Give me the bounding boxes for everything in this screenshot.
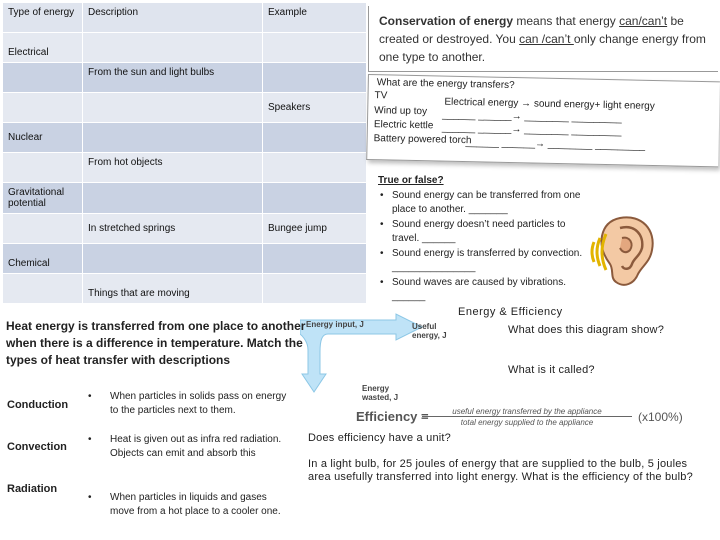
- bullet: •: [88, 434, 92, 445]
- table-cell: Bungee jump: [263, 214, 367, 244]
- question-light-bulb: In a light bulb, for 25 joules of energy that are supplied to the bulb, 5 joules area usefully transferred into light energy. What is the efficiency of the bulb?: [308, 458, 693, 483]
- table-row: [3, 153, 367, 183]
- conservation-text-2: be created or destroyed. You: [379, 14, 684, 46]
- table-cell[interactable]: [3, 93, 83, 123]
- table-row: [3, 244, 367, 274]
- tf-list: [378, 189, 583, 305]
- table-cell[interactable]: [83, 183, 263, 214]
- transfer-label-kettle: Electric kettle: [373, 119, 434, 132]
- tf-statement[interactable]: • Sound energy can be transferred from one place to another. _______: [378, 189, 583, 218]
- formula-label: Efficiency =: [356, 409, 429, 424]
- transfer-blank[interactable]: ______ ______→ ________ _________: [465, 137, 646, 152]
- table-row: [3, 93, 367, 123]
- efficiency-title: Energy & Efficiency: [458, 306, 563, 318]
- energy-types-table: [2, 2, 367, 304]
- sankey-useful-label: Useful energy, J: [412, 322, 447, 340]
- question-name: What is it called?: [508, 364, 595, 376]
- table-cell[interactable]: [3, 153, 83, 183]
- table-row: [3, 123, 367, 153]
- transfer-label-torch: Battery powered torch: [373, 133, 472, 147]
- formula-denominator: total energy supplied to the appliance: [460, 418, 594, 427]
- conservation-text-1: means that energy: [513, 14, 620, 28]
- transfer-answer-tv: Electrical energy → sound energy+ light energy: [444, 96, 655, 113]
- table-cell: Chemical: [3, 244, 83, 274]
- table-cell[interactable]: [83, 93, 263, 123]
- table-cell[interactable]: [263, 274, 367, 304]
- transfer-blank[interactable]: ______ ______→ ________ _________: [441, 122, 622, 138]
- conservation-lead: Conservation of energy: [379, 14, 514, 28]
- transfer-label-wind-up-toy: Wind up toy: [374, 105, 428, 118]
- table-cell: From hot objects: [83, 153, 263, 183]
- table-row: [3, 33, 367, 63]
- header-description: Description: [83, 3, 263, 33]
- question-diagram: What does this diagram show?: [508, 324, 665, 336]
- table-cell: In stretched springs: [83, 214, 263, 244]
- table-cell[interactable]: [83, 244, 263, 274]
- table-cell[interactable]: [263, 183, 367, 214]
- choice-can-cant-2[interactable]: can /can’t: [519, 32, 574, 46]
- table-cell[interactable]: [83, 123, 263, 153]
- table-cell[interactable]: [263, 244, 367, 274]
- heat-description[interactable]: [88, 491, 293, 519]
- transfer-label-tv: TV: [374, 90, 388, 102]
- energy-transfers-sheet: [366, 74, 720, 167]
- table-cell[interactable]: [3, 214, 83, 244]
- tf-statement[interactable]: • Sound energy is transferred by convection. _______________: [378, 247, 583, 276]
- heat-transfer-intro: Heat energy is transferred from one place to another when there is a difference in temperature. Match the types of heat transfer with descriptions: [6, 319, 306, 367]
- heat-description-text: Heat is given out as infra red radiation. Objects can emit and absorb this: [110, 434, 282, 459]
- table-cell[interactable]: [263, 153, 367, 183]
- sankey-wasted-label: Energy wasted, J: [362, 384, 399, 402]
- table-row: [3, 183, 367, 214]
- table-cell: From the sun and light bulbs: [83, 63, 263, 93]
- bullet: •: [88, 492, 92, 503]
- heat-description-text: When particles in solids pass on energy to the particles next to them.: [110, 391, 287, 416]
- transfers-title: What are the energy transfers?: [376, 77, 515, 92]
- conservation-text-3: only change energy from one type to another.: [379, 32, 706, 64]
- table-row: [3, 214, 367, 244]
- table-cell: Gravitational potential: [3, 183, 83, 214]
- true-or-false-section: [378, 174, 583, 305]
- table-cell: Electrical: [3, 33, 83, 63]
- sankey-diagram: [300, 312, 460, 412]
- bullet: •: [88, 391, 92, 402]
- choice-can-cant-1[interactable]: can/can’t: [619, 14, 668, 28]
- heat-description[interactable]: [88, 433, 293, 461]
- efficiency-formula: [352, 406, 718, 428]
- sankey-input-label: Energy input, J: [306, 320, 364, 329]
- table-row: [3, 274, 367, 304]
- table-cell[interactable]: [3, 63, 83, 93]
- heat-description-text: When particles in liquids and gases move from a hot place to a cooler one.: [110, 492, 281, 517]
- transfer-blank[interactable]: ______ ______→ ________ _________: [442, 109, 622, 125]
- ear-icon: [590, 212, 662, 290]
- formula-numerator: useful energy transferred by the appliance: [422, 407, 632, 417]
- header-example: Example: [263, 3, 367, 33]
- conservation-of-energy-box: [368, 6, 718, 72]
- table-cell[interactable]: [3, 274, 83, 304]
- table-row: [3, 63, 367, 93]
- term-convection[interactable]: Convection: [7, 441, 67, 453]
- term-conduction[interactable]: Conduction: [7, 399, 69, 411]
- table-cell[interactable]: [263, 123, 367, 153]
- table-cell[interactable]: [83, 33, 263, 63]
- header-type: Type of energy: [3, 3, 83, 33]
- table-header-row: [3, 3, 367, 33]
- table-cell: Nuclear: [3, 123, 83, 153]
- heat-description[interactable]: [88, 390, 293, 418]
- tf-statement[interactable]: • Sound energy doesn’t need particles to travel. ______: [378, 218, 583, 247]
- question-unit: Does efficiency have a unit?: [308, 432, 451, 444]
- table-cell: Speakers: [263, 93, 367, 123]
- table-cell: Things that are moving: [83, 274, 263, 304]
- tf-statement[interactable]: • Sound waves are caused by vibrations. ______: [378, 276, 583, 305]
- tf-title: True or false?: [378, 175, 444, 186]
- formula-factor: (x100%): [638, 410, 683, 424]
- table-cell[interactable]: [263, 63, 367, 93]
- term-radiation[interactable]: Radiation: [7, 483, 58, 495]
- table-cell[interactable]: [263, 33, 367, 63]
